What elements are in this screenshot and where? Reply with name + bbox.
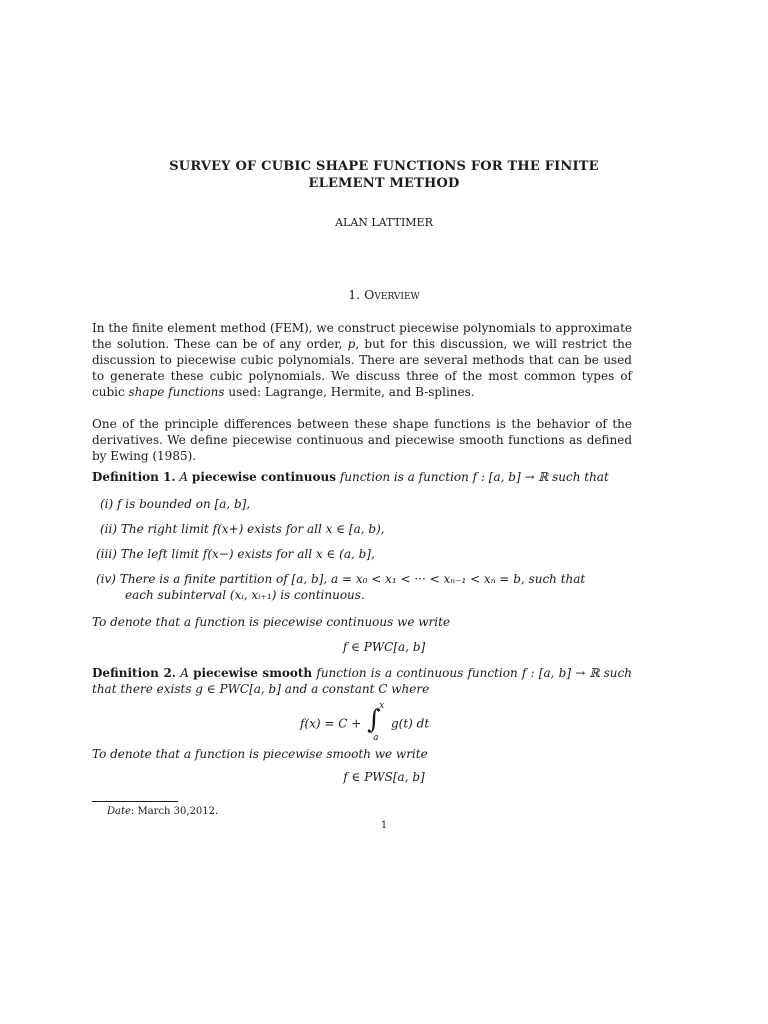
definition-2-note: To denote that a function is piecewise smooth we write: [92, 747, 428, 761]
footnote-label: Date: [107, 806, 131, 817]
definition-1-note: To denote that a function is piecewise continuous we write: [92, 615, 451, 629]
author-name: ALAN LATTIMER: [335, 216, 433, 229]
section-title: Overview: [364, 287, 420, 302]
integral-formula: [0, 701, 768, 745]
title-line-1: SURVEY OF CUBIC SHAPE FUNCTIONS FOR THE FINITE: [169, 159, 599, 174]
integral-expression: [300, 701, 430, 743]
definition-1-term: piecewise continuous: [191, 470, 336, 484]
definition-1-item: [100, 521, 385, 537]
shape-functions-term: shape functions: [128, 385, 225, 399]
footnote-text: : March 30,2012.: [130, 806, 219, 817]
item-number: (iii): [96, 547, 117, 561]
item-text: There is a finite partition of [a, b], a = x₀ < x₁ < ··· < xₙ₋₁ < xₙ = b, such that: [119, 572, 586, 586]
integral-sign-group: [365, 701, 387, 743]
definition-2: [92, 665, 632, 697]
integral-sign: ∫: [367, 705, 381, 735]
integral-lower-limit: a: [373, 733, 379, 743]
pwc-notation: f ∈ PWC[a, b]: [342, 640, 426, 654]
definition-1-body: function is a function f : [a, b] → ℝ such that: [339, 470, 609, 484]
definition-1-article: A: [179, 470, 189, 484]
overview-text-c: used: Lagrange, Hermite, and B-splines.: [224, 385, 475, 399]
item-text-continued: each subinterval (xᵢ, xᵢ₊₁) is continuous.: [125, 588, 365, 602]
item-text: The right limit f(x+) exists for all x ∈ [a, b),: [120, 522, 385, 536]
definition-1: [92, 469, 652, 485]
definition-2-term: piecewise smooth: [193, 666, 313, 680]
page-number: 1: [380, 820, 388, 831]
pws-notation: f ∈ PWS[a, b]: [343, 770, 425, 784]
order-variable: p: [347, 337, 356, 351]
formula-lhs: f(x) = C +: [300, 716, 362, 731]
definition-2-label: Definition 2.: [92, 666, 176, 680]
definition-1-label: Definition 1.: [92, 470, 176, 484]
overview-text-b: , but for this discussion, we will restrict the discussion to piecewise cubic polynomials. There are several methods that can be used to generate these cubic polynomials. We discuss three of the most common types of cubic: [92, 337, 632, 399]
overview-text-a: In the finite element method (FEM), we construct piecewise polynomials to approximate the solution. These can be of any order,: [92, 321, 632, 351]
overview-paragraph-2: One of the principle differences between these shape functions is the behavior of the derivatives. We define piecewise continuous and piecewise smooth functions as defined by Ewing (1985).: [92, 417, 632, 463]
item-text: The left limit f(x−) exists for all x ∈ (a, b],: [120, 547, 375, 561]
section-heading: [0, 287, 768, 302]
footnote: [107, 806, 218, 817]
section-number: 1.: [348, 287, 361, 302]
item-number: (i): [100, 497, 114, 511]
item-text: f is bounded on [a, b],: [117, 497, 251, 511]
definition-2-body: function is a continuous function f : [a, b] → ℝ such that there exists g ∈ PWC[a, b] and a constant C where: [92, 666, 632, 696]
title-line-2: ELEMENT METHOD: [308, 176, 460, 191]
paper-title: [0, 158, 768, 192]
item-number: (iv): [96, 572, 116, 586]
definition-1-item: [96, 571, 636, 603]
item-number: (ii): [100, 522, 118, 536]
definition-2-article: A: [180, 666, 189, 680]
footnote-rule: [92, 801, 178, 802]
integral-upper-limit: x: [379, 701, 385, 711]
definition-1-item: [96, 546, 375, 562]
definition-1-item: [100, 496, 250, 512]
formula-rhs: g(t) dt: [390, 716, 430, 731]
overview-paragraph-1: [92, 320, 632, 400]
